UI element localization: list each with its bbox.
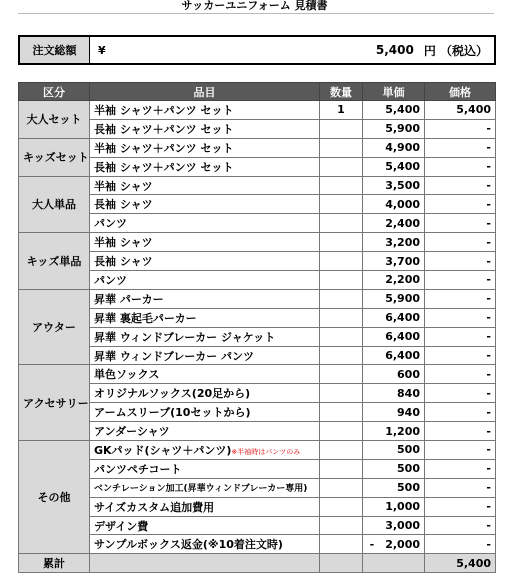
unit-price-cell: 500	[363, 459, 425, 478]
table-row	[19, 535, 496, 554]
price-cell: -	[425, 233, 496, 252]
unit-price-cell: 5,400	[363, 157, 425, 176]
item-cell	[90, 176, 320, 195]
price-cell: -	[425, 516, 496, 535]
qty-cell	[320, 271, 363, 290]
unit-price-cell: 500	[363, 441, 425, 460]
price-cell: -	[425, 176, 496, 195]
qty-cell	[320, 195, 363, 214]
qty-cell	[320, 478, 363, 497]
item-cell	[90, 233, 320, 252]
item-cell	[90, 327, 320, 346]
item-name: GKパッド(シャツ＋パンツ)	[94, 443, 232, 457]
unit-price-cell: 6,400	[363, 346, 425, 365]
unit-price-cell: 6,400	[363, 308, 425, 327]
summary-price: 5,400	[425, 554, 496, 573]
summary-empty-qty	[320, 554, 363, 573]
qty-cell	[320, 138, 363, 157]
header-price: 価格	[425, 83, 496, 101]
item-cell	[90, 441, 320, 460]
item-name: 半袖 シャツ＋パンツ セット	[94, 103, 234, 117]
unit-price-cell: 2,200	[363, 271, 425, 290]
item-name: 長袖 シャツ	[94, 198, 153, 212]
item-note: ※半袖時はパンツのみ	[231, 447, 301, 456]
qty-cell	[320, 289, 363, 308]
item-cell	[90, 271, 320, 290]
unit-price-cell: 940	[363, 403, 425, 422]
item-cell	[90, 497, 320, 516]
table-row	[19, 308, 496, 327]
price-cell: -	[425, 119, 496, 138]
table-row	[19, 516, 496, 535]
item-name: 半袖 シャツ＋パンツ セット	[94, 141, 234, 155]
price-cell: -	[425, 441, 496, 460]
title-divider	[18, 13, 494, 14]
table-row	[19, 403, 496, 422]
unit-price-cell: 6,400	[363, 327, 425, 346]
item-name: アンダーシャツ	[94, 425, 170, 439]
order-total-label: 注文総額	[20, 37, 90, 63]
item-cell	[90, 459, 320, 478]
price-cell: -	[425, 384, 496, 403]
summary-empty-unit	[363, 554, 425, 573]
item-name: デザイン費	[94, 519, 149, 533]
item-cell	[90, 422, 320, 441]
estimate-table-body	[19, 101, 496, 554]
table-row	[19, 119, 496, 138]
category-cell: キッズセット	[19, 138, 90, 176]
unit-price-cell: 2,400	[363, 214, 425, 233]
category-cell: アクセサリー	[19, 365, 90, 441]
table-header-row	[19, 83, 496, 101]
price-cell: -	[425, 422, 496, 441]
item-cell	[90, 119, 320, 138]
total-amount-unit: 円 （税込）	[423, 43, 488, 58]
estimate-table	[18, 82, 496, 573]
table-row	[19, 497, 496, 516]
table-row	[19, 441, 496, 460]
item-name: アームスリーブ(10セットから)	[94, 406, 251, 420]
table-row	[19, 101, 496, 120]
price-cell: -	[425, 157, 496, 176]
item-cell	[90, 384, 320, 403]
category-cell: キッズ単品	[19, 233, 90, 290]
qty-cell	[320, 233, 363, 252]
item-name: 単色ソックス	[94, 368, 160, 382]
qty-cell	[320, 176, 363, 195]
item-cell	[90, 308, 320, 327]
item-name: サンプルボックス返金(※10着注文時)	[94, 538, 283, 552]
qty-cell	[320, 441, 363, 460]
price-cell: -	[425, 497, 496, 516]
unit-price-cell: - 2,000	[363, 535, 425, 554]
qty-cell	[320, 535, 363, 554]
category-cell: その他	[19, 441, 90, 554]
qty-cell	[320, 252, 363, 271]
price-cell: -	[425, 327, 496, 346]
unit-price-cell: 1,200	[363, 422, 425, 441]
qty-cell	[320, 459, 363, 478]
price-cell: -	[425, 346, 496, 365]
summary-empty-item	[90, 554, 320, 573]
qty-cell	[320, 327, 363, 346]
unit-price-cell: 500	[363, 478, 425, 497]
qty-cell	[320, 157, 363, 176]
table-row	[19, 327, 496, 346]
item-name: パンツ	[94, 273, 127, 287]
item-cell	[90, 252, 320, 271]
header-unit-price: 単価	[363, 83, 425, 101]
item-cell	[90, 195, 320, 214]
table-row	[19, 271, 496, 290]
table-row	[19, 138, 496, 157]
header-qty: 数量	[320, 83, 363, 101]
table-row	[19, 478, 496, 497]
unit-price-cell: 840	[363, 384, 425, 403]
price-cell: -	[425, 308, 496, 327]
qty-cell	[320, 403, 363, 422]
item-cell	[90, 289, 320, 308]
price-cell: -	[425, 535, 496, 554]
price-cell: -	[425, 478, 496, 497]
item-name: サイズカスタム追加費用	[94, 500, 215, 514]
price-cell: -	[425, 214, 496, 233]
qty-cell	[320, 384, 363, 403]
category-cell: 大人単品	[19, 176, 90, 233]
item-cell	[90, 346, 320, 365]
order-total-amount	[128, 37, 494, 63]
unit-price-cell: 3,200	[363, 233, 425, 252]
item-name: オリジナルソックス(20足から)	[94, 387, 251, 401]
unit-price-cell: 4,000	[363, 195, 425, 214]
unit-price-cell: 5,900	[363, 289, 425, 308]
currency-symbol: ¥	[98, 43, 106, 57]
qty-cell	[320, 365, 363, 384]
qty-cell	[320, 422, 363, 441]
item-name: パンツペチコート	[94, 462, 182, 476]
table-row	[19, 233, 496, 252]
qty-cell	[320, 119, 363, 138]
unit-price-cell: 3,000	[363, 516, 425, 535]
qty-cell	[320, 516, 363, 535]
qty-cell	[320, 346, 363, 365]
item-name: 長袖 シャツ＋パンツ セット	[94, 160, 234, 174]
price-cell: 5,400	[425, 101, 496, 120]
item-cell	[90, 516, 320, 535]
qty-cell	[320, 308, 363, 327]
item-cell	[90, 157, 320, 176]
unit-price-cell: 4,900	[363, 138, 425, 157]
price-cell: -	[425, 271, 496, 290]
table-row	[19, 346, 496, 365]
summary-row	[19, 554, 496, 573]
table-row	[19, 422, 496, 441]
price-cell: -	[425, 403, 496, 422]
price-cell: -	[425, 195, 496, 214]
item-cell	[90, 535, 320, 554]
item-cell	[90, 101, 320, 120]
category-cell: 大人セット	[19, 101, 90, 139]
table-row	[19, 459, 496, 478]
unit-price-cell: 5,400	[363, 101, 425, 120]
item-name: 昇華 ウィンドブレーカー ジャケット	[94, 330, 276, 344]
price-cell: -	[425, 365, 496, 384]
table-row	[19, 365, 496, 384]
qty-cell	[320, 497, 363, 516]
table-row	[19, 289, 496, 308]
unit-price-cell: 3,500	[363, 176, 425, 195]
item-cell	[90, 214, 320, 233]
table-row	[19, 195, 496, 214]
table-row	[19, 157, 496, 176]
order-total-box	[18, 35, 496, 65]
price-cell: -	[425, 252, 496, 271]
item-name: 昇華 パーカー	[94, 292, 164, 306]
table-row	[19, 384, 496, 403]
item-cell	[90, 403, 320, 422]
item-name: パンツ	[94, 217, 127, 231]
category-cell: アウター	[19, 289, 90, 365]
table-row	[19, 176, 496, 195]
item-cell	[90, 365, 320, 384]
table-row	[19, 252, 496, 271]
item-name: ベンチレーション加工(昇華ウィンドブレーカー専用)	[94, 484, 308, 495]
price-cell: -	[425, 289, 496, 308]
total-amount-value: 5,400	[375, 43, 414, 57]
unit-price-cell: 1,000	[363, 497, 425, 516]
item-name: 昇華 ウィンドブレーカー パンツ	[94, 349, 255, 363]
item-cell	[90, 478, 320, 497]
unit-price-cell: 5,900	[363, 119, 425, 138]
page-title: サッカーユニフォーム 見積書	[181, 0, 328, 12]
unit-price-cell: 600	[363, 365, 425, 384]
summary-label: 累計	[19, 554, 90, 573]
qty-cell	[320, 214, 363, 233]
price-cell: -	[425, 459, 496, 478]
item-name: 半袖 シャツ	[94, 236, 153, 250]
item-name: 長袖 シャツ	[94, 255, 153, 269]
header-item: 品目	[90, 83, 320, 101]
item-name: 半袖 シャツ	[94, 179, 153, 193]
item-name: 長袖 シャツ＋パンツ セット	[94, 122, 234, 136]
item-name: 昇華 裏起毛パーカー	[94, 311, 197, 325]
item-cell	[90, 138, 320, 157]
table-row	[19, 214, 496, 233]
unit-price-cell: 3,700	[363, 252, 425, 271]
qty-cell: 1	[320, 101, 363, 120]
price-cell: -	[425, 138, 496, 157]
header-category: 区分	[19, 83, 90, 101]
